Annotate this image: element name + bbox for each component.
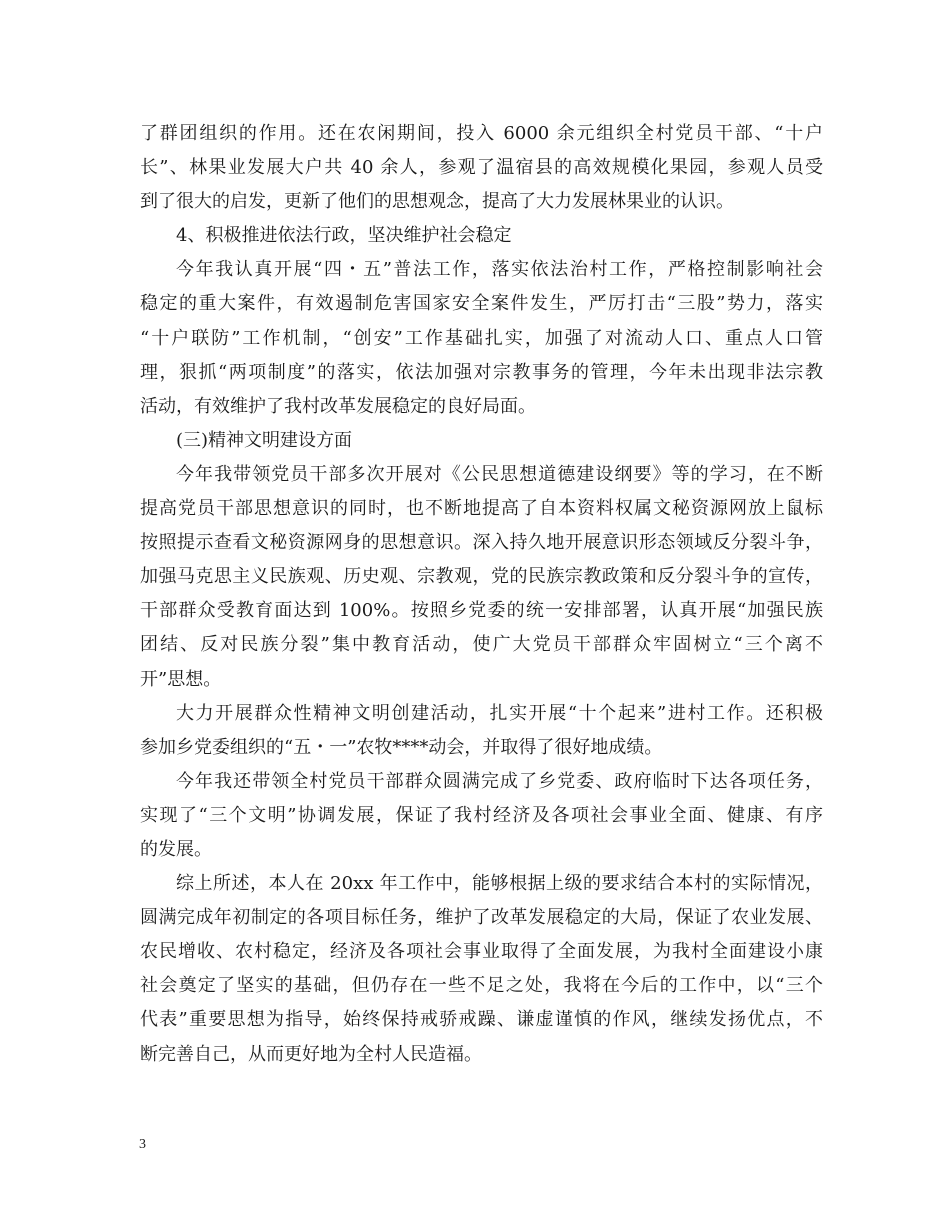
text-line: 干部群众受教育面达到 100%。按照乡党委的统一安排部署，认真开展“加强民族 (140, 600, 823, 622)
text-line: 长”、林果业发展大户共 40 余人，参观了温宿县的高效规模化果园，参观人员受 (140, 157, 823, 179)
text-line: 今年我还带领全村党员干部群众圆满完成了乡党委、政府临时下达各项任务， (176, 770, 823, 792)
text-line: (三)精神文明建设方面 (176, 429, 353, 451)
document-body (140, 117, 823, 1072)
text-line: “十户联防”工作机制，“创安”工作基础扎实，加强了对流动人口、重点人口管 (140, 327, 823, 349)
text-line: 提高党员干部思想意识的同时，也不断地提高了自本资料权属文秘资源网放上鼠标 (140, 498, 823, 520)
text-line: 大力开展群众性精神文明创建活动，扎实开展“十个起来”进村工作。还积极 (176, 702, 823, 724)
text-line: 断完善自己，从而更好地为全村人民造福。 (140, 1043, 482, 1065)
text-line: 今年我认真开展“四・五”普法工作，落实依法治村工作，严格控制影响社会 (176, 259, 823, 281)
text-line: 到了很大的启发，更新了他们的思想观念，提高了大力发展林果业的认识。 (140, 191, 734, 213)
text-line: 加强马克思主义民族观、历史观、宗教观，党的民族宗教政策和反分裂斗争的宣传， (140, 566, 823, 588)
text-line: 按照提示查看文秘资源网身的思想意识。深入持久地开展意识形态领域反分裂斗争， (140, 532, 823, 554)
text-line: 社会奠定了坚实的基础，但仍存在一些不足之处，我将在今后的工作中，以“三个 (140, 975, 823, 997)
text-line: 参加乡党委组织的“五・一”农牧****动会，并取得了很好地成绩。 (140, 736, 663, 758)
text-line: 稳定的重大案件，有效遏制危害国家安全案件发生，严厉打击“三股”势力，落实 (140, 293, 823, 315)
page-number: 3 (139, 1137, 146, 1152)
text-line: 代表”重要思想为指导，始终保持戒骄戒躁、谦虚谨慎的作风，继续发扬优点，不 (140, 1009, 823, 1031)
text-line: 理，狠抓“两项制度”的落实，依法加强对宗教事务的管理，今年未出现非法宗教 (140, 361, 823, 383)
text-line: 开”思想。 (140, 668, 222, 690)
text-line: 圆满完成年初制定的各项目标任务，维护了改革发展稳定的大局，保证了农业发展、 (140, 907, 823, 929)
text-line: 实现了“三个文明”协调发展，保证了我村经济及各项社会事业全面、健康、有序 (140, 804, 823, 826)
text-line: 的发展。 (140, 838, 212, 860)
text-line: 今年我带领党员干部多次开展对《公民思想道德建设纲要》等的学习，在不断 (176, 463, 823, 485)
text-line: 活动，有效维护了我村改革发展稳定的良好局面。 (140, 395, 536, 417)
text-line: 4、积极推进依法行政，坚决维护社会稳定 (176, 225, 512, 247)
text-line: 团结、反对民族分裂”集中教育活动，使广大党员干部群众牢固树立“三个离不 (140, 634, 823, 656)
text-line: 综上所述，本人在 20xx 年工作中，能够根据上级的要求结合本村的实际情况， (176, 873, 823, 895)
text-line: 农民增收、农村稳定，经济及各项社会事业取得了全面发展，为我村全面建设小康 (140, 941, 823, 963)
text-line: 了群团组织的作用。还在农闲期间，投入 6000 余元组织全村党员干部、“十户 (140, 123, 823, 144)
